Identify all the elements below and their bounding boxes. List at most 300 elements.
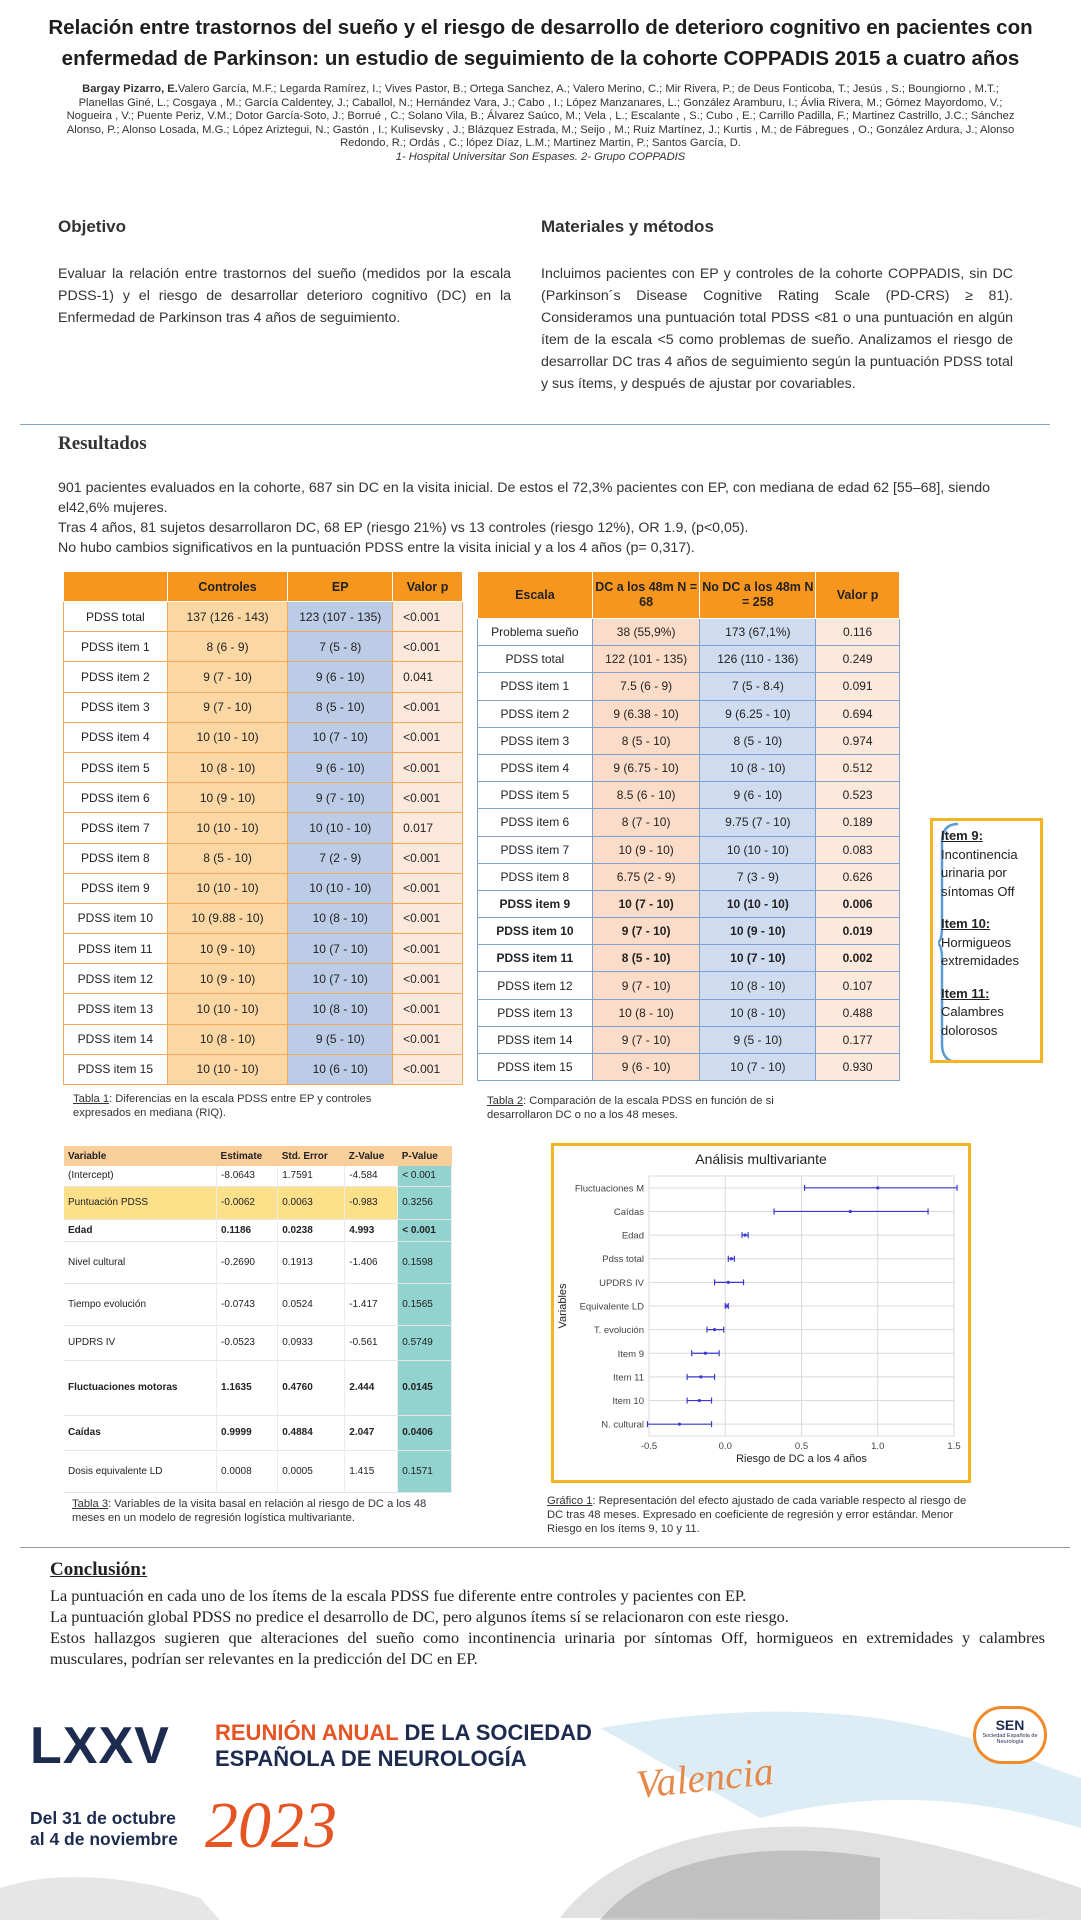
- estimate-point: [876, 1186, 879, 1189]
- estimate-point: [743, 1233, 746, 1236]
- affiliations: 1- Hospital Universitar Son Espases. 2- Grupo COPPADIS: [395, 150, 686, 163]
- table-cell: Fluctuaciones motoras: [64, 1360, 217, 1415]
- table-cell: <0.001: [393, 934, 463, 964]
- t1-header-1: Controles: [167, 572, 288, 602]
- table-cell: 0.189: [816, 809, 900, 836]
- table-cell: PDSS item 6: [478, 809, 593, 836]
- table-row: [478, 700, 900, 727]
- table-row: [64, 934, 463, 964]
- table-cell: PDSS item 13: [64, 994, 168, 1024]
- estimate-point: [698, 1399, 701, 1402]
- estimate-point: [678, 1423, 681, 1426]
- table-cell: 10 (6 - 10): [288, 1054, 393, 1084]
- table-cell: 10 (10 - 10): [700, 890, 816, 917]
- y-tick-label: Item 9: [617, 1348, 644, 1360]
- table-cell: 10 (8 - 10): [700, 754, 816, 781]
- table-cell: -0.2690: [217, 1241, 278, 1283]
- item9-text: Incontinencia urinaria por síntomas Off: [941, 846, 1018, 899]
- item9-title: Item 9:: [941, 828, 983, 843]
- chart-caption: [547, 1494, 977, 1536]
- items-legend-box: [930, 818, 1043, 1063]
- table-cell: 9 (6.25 - 10): [700, 700, 816, 727]
- table-cell: PDSS item 10: [478, 918, 593, 945]
- table-cell: 0.4760: [278, 1360, 345, 1415]
- table-cell: 38 (55,9%): [592, 619, 700, 646]
- table-cell: 10 (9 - 10): [167, 934, 288, 964]
- y-tick-label: T. evolución: [593, 1325, 644, 1337]
- table-cell: -0.983: [345, 1186, 398, 1219]
- table-cell: PDSS item 6: [64, 783, 168, 813]
- table-cell: -0.561: [345, 1325, 398, 1360]
- table-cell: 10 (8 - 10): [700, 972, 816, 999]
- title-line-1: Relación entre trastornos del sueño y el riesgo de desarrollo de deterioro cognitivo en pacientes con: [48, 16, 1033, 39]
- table-cell: 10 (8 - 10): [288, 994, 393, 1024]
- table-row: [478, 809, 900, 836]
- table-cell: 0.488: [816, 999, 900, 1026]
- table-row: [64, 722, 463, 752]
- estimate-point: [730, 1257, 733, 1260]
- table-row: [64, 783, 463, 813]
- table-cell: PDSS item 2: [478, 700, 593, 727]
- t3-header-1: Estimate: [217, 1146, 278, 1166]
- dates-line-2: al 4 de noviembre: [30, 1829, 178, 1849]
- objetivo-heading: Objetivo: [58, 217, 127, 236]
- y-tick-label: Item 10: [612, 1396, 644, 1408]
- table-cell: <0.001: [393, 632, 463, 662]
- table-cell: -0.0523: [217, 1325, 278, 1360]
- table-cell: 8 (5 - 10): [288, 692, 393, 722]
- t2-header-1: DC a los 48m N = 68: [592, 572, 700, 619]
- table-cell: 0.5749: [398, 1325, 452, 1360]
- resultados-text: [58, 478, 1018, 558]
- table-row: [478, 945, 900, 972]
- x-tick-label: -0.5: [640, 1441, 658, 1452]
- table-cell: 7.5 (6 - 9): [592, 673, 700, 700]
- table-cell: 0.0524: [278, 1283, 345, 1325]
- poster-title: [20, 12, 1061, 74]
- table-cell: 1.1635: [217, 1360, 278, 1415]
- table-cell: 10 (9.88 - 10): [167, 903, 288, 933]
- table-cell: -0.0062: [217, 1186, 278, 1219]
- title-line-2: enfermedad de Parkinson: un estudio de seguimiento de la cohorte COPPADIS 2015 a cuatro años: [61, 47, 1020, 70]
- table-row: [64, 1054, 463, 1084]
- table-row: [64, 1186, 452, 1219]
- table-cell: <0.001: [393, 1024, 463, 1054]
- y-tick-label: Item 11: [613, 1372, 644, 1384]
- estimate-point: [727, 1281, 730, 1284]
- table-cell: 0.017: [393, 813, 463, 843]
- table-2-caption-label: Tabla 2: [487, 1095, 524, 1107]
- sen-logo: [973, 1706, 1047, 1764]
- table-cell: 7 (2 - 9): [288, 843, 393, 873]
- table-cell: 0.0145: [398, 1360, 452, 1415]
- table-cell: 10 (8 - 10): [167, 1024, 288, 1054]
- t2-header-3: Valor p: [816, 572, 900, 619]
- t2-header-2: No DC a los 48m N = 258: [700, 572, 816, 619]
- table-cell: 10 (9 - 10): [592, 836, 700, 863]
- table-cell: PDSS item 9: [478, 890, 593, 917]
- table-1-caption-text: : Diferencias en la escala PDSS entre EP y controles expresados en mediana (RIQ).: [73, 1093, 372, 1119]
- table-cell: 10 (8 - 10): [700, 999, 816, 1026]
- table-cell: 126 (110 - 136): [700, 646, 816, 673]
- table-cell: <0.001: [393, 843, 463, 873]
- t1-header-2: EP: [288, 572, 393, 602]
- table-cell: 0.249: [816, 646, 900, 673]
- table-cell: 0.002: [816, 945, 900, 972]
- table-cell: PDSS item 1: [64, 632, 168, 662]
- table-cell: PDSS item 4: [64, 722, 168, 752]
- table-row: [478, 673, 900, 700]
- table-cell: 10 (9 - 10): [167, 964, 288, 994]
- table-cell: 9 (7 - 10): [592, 918, 700, 945]
- table-cell: PDSS total: [64, 602, 168, 632]
- table-cell: PDSS item 14: [64, 1024, 168, 1054]
- table-cell: PDSS item 3: [64, 692, 168, 722]
- table-cell: 7 (3 - 9): [700, 863, 816, 890]
- table-cell: 8 (6 - 9): [167, 632, 288, 662]
- y-tick-label: N. cultural: [601, 1419, 644, 1431]
- table-cell: 10 (9 - 10): [700, 918, 816, 945]
- table-cell: 8 (5 - 10): [700, 727, 816, 754]
- table-cell: 4.993: [345, 1219, 398, 1241]
- table-cell: 10 (8 - 10): [592, 999, 700, 1026]
- t3-header-2: Std. Error: [278, 1146, 345, 1166]
- table-cell: <0.001: [393, 964, 463, 994]
- estimate-point: [699, 1375, 702, 1378]
- table-cell: PDSS item 8: [64, 843, 168, 873]
- table-cell: 0.930: [816, 1054, 900, 1081]
- table-cell: 9 (5 - 10): [288, 1024, 393, 1054]
- table-cell: 0.091: [816, 673, 900, 700]
- table-cell: 0.694: [816, 700, 900, 727]
- table-cell: 0.626: [816, 863, 900, 890]
- table-cell: 137 (126 - 143): [167, 602, 288, 632]
- table-cell: PDSS item 5: [64, 752, 168, 782]
- forest-plot: [554, 1146, 968, 1480]
- table-cell: 0.523: [816, 782, 900, 809]
- table-cell: 1.415: [345, 1450, 398, 1492]
- section-divider: [20, 424, 1050, 425]
- table-row: [64, 752, 463, 782]
- table-cell: 8 (5 - 10): [167, 843, 288, 873]
- table-cell: 10 (10 - 10): [288, 873, 393, 903]
- table-cell: 8 (5 - 10): [592, 727, 700, 754]
- sen-logo-text: SEN: [995, 1717, 1025, 1733]
- table-cell: PDSS item 1: [478, 673, 593, 700]
- t3-header-4: P-Value: [398, 1146, 452, 1166]
- table-cell: Tiempo evolución: [64, 1283, 217, 1325]
- table-cell: 10 (7 - 10): [700, 1054, 816, 1081]
- table-cell: <0.001: [393, 722, 463, 752]
- table-cell: 10 (10 - 10): [167, 994, 288, 1024]
- table-cell: <0.001: [393, 1054, 463, 1084]
- table-row: [64, 843, 463, 873]
- x-tick-label: 0.0: [718, 1441, 732, 1452]
- item11-title: Item 11:: [941, 985, 990, 1001]
- table-row: [478, 646, 900, 673]
- congress-name-c: ESPAÑOLA DE NEUROLOGÍA: [215, 1746, 527, 1771]
- congress-footer: [0, 1688, 1081, 1920]
- table-cell: 1.7591: [278, 1166, 345, 1186]
- congress-name-b: DE LA SOCIEDAD: [398, 1720, 592, 1745]
- table-cell: 10 (8 - 10): [167, 752, 288, 782]
- table-cell: 0.019: [816, 918, 900, 945]
- table-row: [64, 873, 463, 903]
- chart-title: Análisis multivariante: [695, 1151, 827, 1167]
- estimate-point: [713, 1328, 716, 1331]
- table-row: [478, 619, 900, 646]
- table-row: [478, 918, 900, 945]
- table-cell: Caídas: [64, 1415, 217, 1450]
- table-row: [64, 692, 463, 722]
- table-3-caption-label: Tabla 3: [72, 1498, 109, 1510]
- table-cell: 9 (7 - 10): [592, 1026, 700, 1053]
- table-2: [477, 571, 900, 1081]
- table-row: [478, 972, 900, 999]
- table-row: [64, 903, 463, 933]
- table-cell: 2.444: [345, 1360, 398, 1415]
- t1-header-0: [64, 572, 168, 602]
- table-cell: 0.1913: [278, 1241, 345, 1283]
- table-cell: 0.1598: [398, 1241, 452, 1283]
- table-row: [64, 813, 463, 843]
- t3-header-0: Variable: [64, 1146, 217, 1166]
- city-name: Valencia: [634, 1747, 776, 1808]
- table-3-caption-text: : Variables de la visita basal en relación al riesgo de DC a los 48 meses en un modelo de regresión logística multivariante.: [72, 1498, 427, 1524]
- chart-caption-label: Gráfico 1: [547, 1495, 593, 1507]
- table-row: [64, 1415, 452, 1450]
- table-cell: 10 (9 - 10): [167, 783, 288, 813]
- table-cell: 9 (7 - 10): [288, 783, 393, 813]
- table-cell: 7 (5 - 8): [288, 632, 393, 662]
- table-cell: -1.417: [345, 1283, 398, 1325]
- conclusion-line-1: La puntuación en cada uno de los ítems de la escala PDSS fue diferente entre controles y pacientes con EP.: [50, 1586, 747, 1605]
- objetivo-text: Evaluar la relación entre trastornos del sueño (medidos por la escala PDSS-1) y el riesgo de desarrollar deterioro cognitivo (DC) en la Enfermedad de Parkinson tras 4 años de seguimiento.: [58, 266, 511, 326]
- table-cell: 9 (6 - 10): [700, 782, 816, 809]
- table-cell: 10 (7 - 10): [700, 945, 816, 972]
- table-cell: 0.116: [816, 619, 900, 646]
- table-cell: PDSS item 15: [478, 1054, 593, 1081]
- table-cell: 9 (7 - 10): [167, 692, 288, 722]
- table-cell: 9 (6 - 10): [288, 662, 393, 692]
- table-cell: 0.0933: [278, 1325, 345, 1360]
- table-2-caption: [487, 1094, 827, 1122]
- x-tick-label: 1.5: [947, 1441, 961, 1452]
- t1-header-3: Valor p: [393, 572, 463, 602]
- table-cell: 9 (6.38 - 10): [592, 700, 700, 727]
- table-cell: 9.75 (7 - 10): [700, 809, 816, 836]
- estimate-point: [849, 1210, 852, 1213]
- table-3-caption: [72, 1497, 452, 1525]
- edition-number: LXXV: [30, 1717, 170, 1775]
- table-row: [64, 1325, 452, 1360]
- table-cell: 10 (10 - 10): [167, 873, 288, 903]
- x-axis-label: Riesgo de DC a los 4 años: [736, 1453, 867, 1465]
- table-row: [478, 754, 900, 781]
- estimate-point: [704, 1352, 707, 1355]
- table-cell: 0.4884: [278, 1415, 345, 1450]
- table-cell: 0.1186: [217, 1219, 278, 1241]
- table-cell: PDSS item 8: [478, 863, 593, 890]
- table-2-caption-text: : Comparación de la escala PDSS en función de si desarrollaron DC o no a los 48 meses.: [487, 1095, 774, 1121]
- table-cell: < 0.001: [398, 1166, 452, 1186]
- table-row: [64, 964, 463, 994]
- table-cell: 9 (6.75 - 10): [592, 754, 700, 781]
- table-cell: 8 (5 - 10): [592, 945, 700, 972]
- item11-text: Calambres dolorosos: [941, 1004, 1004, 1038]
- y-tick-label: Edad: [621, 1230, 644, 1242]
- table-cell: PDSS item 11: [64, 934, 168, 964]
- resultados-line-2: Tras 4 años, 81 sujetos desarrollaron DC, 68 EP (riesgo 21%) vs 13 controles (riesgo 12%), OR 1.9, (p<0,05).: [58, 520, 749, 536]
- table-cell: PDSS item 3: [478, 727, 593, 754]
- table-cell: 10 (10 - 10): [288, 813, 393, 843]
- resultados-heading: Resultados: [58, 433, 147, 454]
- table-cell: 10 (7 - 10): [592, 890, 700, 917]
- table-cell: 9 (6 - 10): [592, 1054, 700, 1081]
- y-tick-label: Fluctuaciones M: [574, 1183, 644, 1195]
- table-cell: 10 (7 - 10): [288, 722, 393, 752]
- table-cell: Dosis equivalente LD: [64, 1450, 217, 1492]
- table-row: [478, 836, 900, 863]
- table-cell: 0.0063: [278, 1186, 345, 1219]
- table-cell: 10 (7 - 10): [288, 964, 393, 994]
- table-row: [478, 1026, 900, 1053]
- table-row: [64, 662, 463, 692]
- x-tick-label: 1.0: [871, 1441, 885, 1452]
- table-cell: 0.006: [816, 890, 900, 917]
- table-cell: 9 (7 - 10): [592, 972, 700, 999]
- chart-caption-text: : Representación del efecto ajustado de cada variable respecto al riesgo de DC tras 48 meses. Expresado en coeficiente de regresión y error estándar. Menor Riesgo en los ítems 9, 10 y 11.: [547, 1495, 967, 1535]
- table-cell: PDSS item 15: [64, 1054, 168, 1084]
- table-1-caption-label: Tabla 1: [73, 1093, 110, 1105]
- table-cell: -0.0743: [217, 1283, 278, 1325]
- table-cell: PDSS item 2: [64, 662, 168, 692]
- table-cell: 10 (10 - 10): [700, 836, 816, 863]
- resultados-line-3: No hubo cambios significativos en la puntuación PDSS entre la visita inicial y a los 4 años (p= 0,317).: [58, 540, 695, 556]
- table-cell: 123 (107 - 135): [288, 602, 393, 632]
- table-cell: PDSS item 14: [478, 1026, 593, 1053]
- table-cell: 10 (7 - 10): [288, 934, 393, 964]
- table-row: [64, 1450, 452, 1492]
- table-cell: 0.041: [393, 662, 463, 692]
- table-row: [478, 727, 900, 754]
- table-cell: PDSS item 7: [64, 813, 168, 843]
- table-row: [478, 890, 900, 917]
- table-cell: Problema sueño: [478, 619, 593, 646]
- table-cell: PDSS item 7: [478, 836, 593, 863]
- lead-author: Bargay Pizarro, E.: [82, 83, 178, 95]
- t3-header-3: Z-Value: [345, 1146, 398, 1166]
- y-axis-label: Variables: [557, 1283, 569, 1329]
- table-cell: Edad: [64, 1219, 217, 1241]
- table-cell: -4.584: [345, 1166, 398, 1186]
- table-cell: <0.001: [393, 903, 463, 933]
- table-cell: -1.406: [345, 1241, 398, 1283]
- table-cell: -8.0643: [217, 1166, 278, 1186]
- table-cell: 0.3256: [398, 1186, 452, 1219]
- table-cell: <0.001: [393, 692, 463, 722]
- conclusion-text: [50, 1585, 1045, 1669]
- table-cell: Nivel cultural: [64, 1241, 217, 1283]
- table-cell: 0.974: [816, 727, 900, 754]
- table-cell: 8 (7 - 10): [592, 809, 700, 836]
- table-cell: 0.107: [816, 972, 900, 999]
- table-cell: 0.177: [816, 1026, 900, 1053]
- table-cell: 0.1565: [398, 1283, 452, 1325]
- table-row: [478, 782, 900, 809]
- congress-year: 2023: [205, 1789, 337, 1862]
- table-cell: 0.1571: [398, 1450, 452, 1492]
- conclusion-divider: [20, 1547, 1070, 1548]
- table-cell: 122 (101 - 135): [592, 646, 700, 673]
- table-row: [64, 632, 463, 662]
- table-cell: 8.5 (6 - 10): [592, 782, 700, 809]
- y-tick-label: UPDRS IV: [599, 1277, 644, 1289]
- table-cell: PDSS item 11: [478, 945, 593, 972]
- table-cell: PDSS item 5: [478, 782, 593, 809]
- t2-header-0: Escala: [478, 572, 593, 619]
- table-row: [64, 602, 463, 632]
- table-cell: 0.0406: [398, 1415, 452, 1450]
- table-cell: PDSS item 10: [64, 903, 168, 933]
- table-cell: 173 (67,1%): [700, 619, 816, 646]
- table-row: [478, 999, 900, 1026]
- table-3: [64, 1146, 452, 1493]
- sen-logo-subtext: Sociedad Española de Neurología: [982, 1733, 1038, 1745]
- author-list: [60, 83, 1021, 164]
- table-cell: 0.0005: [278, 1450, 345, 1492]
- table-cell: 0.083: [816, 836, 900, 863]
- y-tick-label: Equivalente LD: [579, 1301, 644, 1313]
- y-tick-label: Caídas: [613, 1206, 644, 1218]
- table-cell: 9 (6 - 10): [288, 752, 393, 782]
- table-cell: <0.001: [393, 602, 463, 632]
- table-cell: 0.0008: [217, 1450, 278, 1492]
- table-cell: <0.001: [393, 994, 463, 1024]
- table-cell: 10 (10 - 10): [167, 813, 288, 843]
- table-cell: PDSS item 9: [64, 873, 168, 903]
- table-cell: 6.75 (2 - 9): [592, 863, 700, 890]
- table-cell: 10 (10 - 10): [167, 722, 288, 752]
- estimate-point: [725, 1304, 728, 1307]
- authors-text: Valero García, M.F.; Legarda Ramírez, I.; Vives Pastor, B.; Ortega Sanchez, A.; Valero Merino, C.; Mir Rivera, P.; de Deus Fonticoba, T.; Jesús , S.; Boungiorno , M.T.; Planellas Giné, L.; Cosgaya , M.; García Caldentey, J.; Caballol, N.; Hernández Vara, J.; Cabo , I.; López Manzanares, L.; González Aramburu, I.; Ávlia Rivera, M.; Gómez Mayordomo, V.; Nogueira , V.; Puente Periz, V.M.; Dotor García-Soto, J.; Borrué , C.; Solano Vila, B.; Álvarez Saúco, M.; Vela , L.; Escalante , S.; Cubo , E.; Carrillo Padilla, F.; Martinez Castrillo, J.C.; Sánchez Alonso, P.; Alonso Losada, M.G.; López Ariztegui, N.; Gastón , I.; Kulisevsky , J.; Blázquez Estrada, M.; Seijo , M.; Ruiz Martínez, J.; Kurtis , M.; de Fábregues , O.; González Ardura, J.; Alonso Redondo, R.; Ordás , C.; lópez Díaz, L.M.; Martinez Martin, P.; Santos García, D.: [66, 83, 1015, 149]
- table-cell: 2.047: [345, 1415, 398, 1450]
- table-cell: PDSS item 13: [478, 999, 593, 1026]
- conclusion-line-2: La puntuación global PDSS no predice el desarrollo de DC, pero algunos ítems sí se relacionaron con este riesgo.: [50, 1607, 789, 1626]
- congress-dates: [30, 1808, 178, 1850]
- table-cell: 9 (7 - 10): [167, 662, 288, 692]
- table-row: [64, 1360, 452, 1415]
- table-cell: Puntuación PDSS: [64, 1186, 217, 1219]
- table-row: [64, 1166, 452, 1186]
- item10-text: Hormigueos extremidades: [941, 934, 1020, 968]
- congress-name: [215, 1720, 592, 1772]
- table-cell: UPDRS IV: [64, 1325, 217, 1360]
- table-cell: 7 (5 - 8.4): [700, 673, 816, 700]
- table-cell: < 0.001: [398, 1219, 452, 1241]
- table-row: [64, 1024, 463, 1054]
- resultados-line-1: 901 pacientes evaluados en la cohorte, 687 sin DC en la visita inicial. De estos el 72,3% pacientes con EP, con mediana de edad 62 [55–68], siendo el42,6% mujeres.: [58, 480, 990, 516]
- table-cell: 0.9999: [217, 1415, 278, 1450]
- table-cell: (Intercept): [64, 1166, 217, 1186]
- dates-line-1: Del 31 de octubre: [30, 1808, 176, 1828]
- table-row: [64, 1283, 452, 1325]
- table-1-caption: [73, 1092, 413, 1120]
- table-1: [63, 571, 463, 1085]
- table-cell: 10 (8 - 10): [288, 903, 393, 933]
- table-cell: PDSS item 12: [64, 964, 168, 994]
- table-row: [478, 1054, 900, 1081]
